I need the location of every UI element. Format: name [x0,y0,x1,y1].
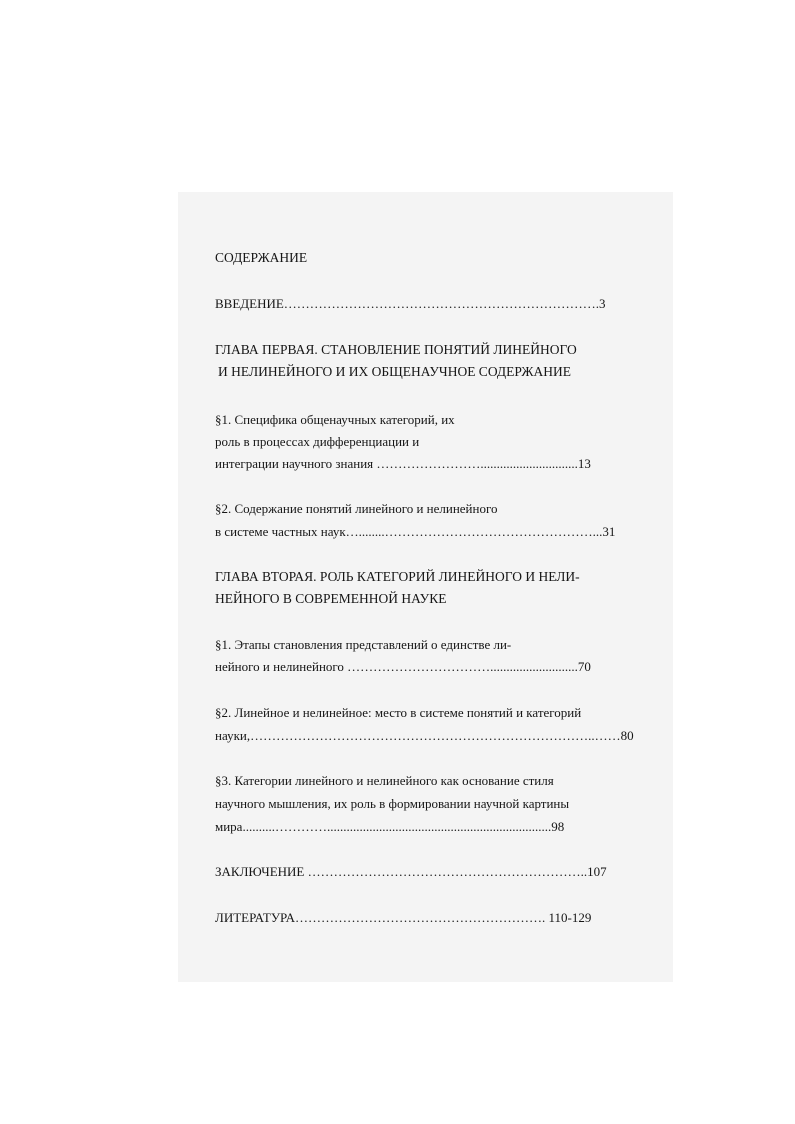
ch1-section-2-line-2: в системе частных наук…........…………………………………………...31 [215,524,616,539]
ch2-section-1-line-2: нейного и нелинейного ……………………………...........................70 [215,659,591,674]
ch2-section-3-line-2: научного мышления, их роль в формировании научной картины [215,796,570,811]
toc-entry-literature: ЛИТЕРАТУРА…………………………………………………. 110-129 [215,910,592,925]
ch1-section-1-line-2: роль в процессах дифференциации и [215,434,420,449]
ch1-section-1-line-1: §1. Специфика общенаучных категорий, их [215,412,455,427]
ch2-section-3-line-1: §3. Категории линейного и нелинейного как основание стиля [215,773,554,788]
toc-entry-introduction: ВВЕДЕНИЕ……………………………………………………………….3 [215,296,606,311]
toc-title: СОДЕРЖАНИЕ [215,250,308,265]
chapter-2-heading-line-1: ГЛАВА ВТОРАЯ. РОЛЬ КАТЕГОРИЙ ЛИНЕЙНОГО И НЕЛИ- [215,569,580,584]
ch2-section-3-line-3: мира..........………….....................................................................98 [215,819,565,834]
toc-entry-conclusion: ЗАКЛЮЧЕНИЕ ………………………………………………………..107 [215,864,607,879]
chapter-1-heading-line-1: ГЛАВА ПЕРВАЯ. СТАНОВЛЕНИЕ ПОНЯТИЙ ЛИНЕЙНОГО [215,342,577,357]
ch1-section-2-line-1: §2. Содержание понятий линейного и нелинейного [215,501,498,516]
chapter-2-heading-line-2: НЕЙНОГО В СОВРЕМЕННОЙ НАУКЕ [215,591,447,606]
ch2-section-2-line-1: §2. Линейное и нелинейное: место в системе понятий и категорий [215,705,582,720]
ch1-section-1-line-3: интеграции научного знания ……………………..............................13 [215,456,591,471]
ch2-section-2-line-2: науки,……………………………………………………………………..……80 [215,728,634,743]
ch2-section-1-line-1: §1. Этапы становления представлений о единстве ли- [215,637,512,652]
chapter-1-heading-line-2: И НЕЛИНЕЙНОГО И ИХ ОБЩЕНАУЧНОЕ СОДЕРЖАНИЕ [218,364,571,379]
